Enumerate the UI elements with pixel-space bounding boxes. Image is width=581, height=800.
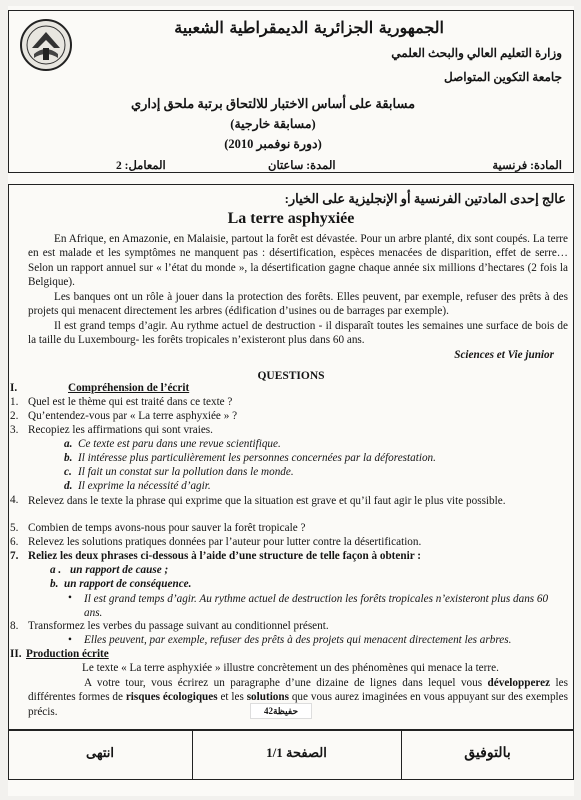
footer-good-luck: بالتوفيق	[464, 746, 511, 761]
question-1-number: 1.	[10, 396, 19, 408]
question-8: Transformez les verbes du passage suivant au conditionnel présent.	[28, 620, 329, 632]
question-4: Relevez dans le texte la phrase qui exprime que la situation est grave et qu’il faut agir le plus vite possible.	[28, 495, 506, 507]
question-1: Quel est le thème qui est traité dans ce texte ?	[28, 396, 233, 408]
question-8-number: 8.	[10, 620, 19, 632]
q7-bullet: •	[68, 592, 72, 604]
duration-label: المدة: ساعتان	[268, 160, 336, 172]
production-text-2: les différentes formes de	[28, 677, 568, 704]
text-source: Sciences et Vie junior	[454, 349, 554, 361]
q8-sentence: Elles peuvent, par exemple, refuser des prêts à des projets qui menacent directement les arbres.	[84, 634, 512, 646]
section-2-title: Production écrite	[26, 648, 109, 660]
language-instruction: عالج إحدى المادتين الفرنسية أو الإنجليزية على الخيار:	[284, 191, 566, 206]
contest-type: (مسابقة خارجية)	[230, 117, 316, 131]
subject-label: المادة: فرنسية	[492, 160, 562, 172]
q7-option-b-letter: b.	[50, 578, 59, 590]
option-d-letter: d.	[64, 480, 73, 492]
contest-title: مسابقة على أساس الاختبار للالتحاق برتبة ملحق إداري	[130, 96, 416, 111]
option-a: Ce texte est paru dans une revue scientifique.	[78, 438, 281, 450]
q8-bullet: •	[68, 634, 72, 646]
footer-end: انتهى	[86, 745, 114, 760]
question-2: Qu’entendez-vous par « La terre asphyxiée » ?	[28, 410, 238, 422]
handwritten-stamp: حفيظة42	[250, 703, 312, 719]
option-c: Il fait un constat sur la pollution dans le monde.	[78, 466, 294, 478]
section-2-number: II.	[10, 648, 22, 660]
paragraph-2: Les banques ont un rôle à jouer dans la protection des forêts. Elles peuvent, par exemple, refuser des prêts à des projets qui menacent directement les arbres (édification d’usines ou de barrages par exemple).	[28, 291, 568, 318]
section-1-title: Compréhension de l’écrit	[68, 382, 190, 394]
production-keyword-solutions: solutions	[246, 691, 289, 704]
option-b: Il intéresse plus particulièrement les personnes concernées par la déforestation.	[78, 452, 436, 464]
coefficient-label: المعامل: 2	[116, 160, 166, 172]
exam-sheet	[8, 6, 574, 796]
question-4-number: 4.	[10, 494, 19, 506]
section-1-number: I.	[10, 382, 18, 394]
production-text-3: et les	[217, 691, 247, 704]
university-logo-icon	[16, 18, 76, 72]
paragraph-1: En Afrique, en Amazonie, en Malaisie, partout la forêt est dévastée. Pour un arbre planté, dix sont coupés. La terre en est malade et les symptômes ne manquent pas : désertification, espèces menacées de disparition, effet de serre… Selon un rapport annuel sur « l’état du monde », la désertification gagne chaque année six millions d’hectares (2 fois la Belgique).	[28, 233, 568, 288]
university-title: جامعة التكوين المتواصل	[444, 70, 562, 84]
question-6-number: 6.	[10, 536, 19, 548]
question-2-number: 2.	[10, 410, 19, 422]
text-title: La terre asphyxiée	[227, 210, 355, 227]
option-d: Il exprime la nécessité d’agir.	[78, 480, 211, 492]
production-text-4: que vous aurez imaginées en vous appuyant sur des exemples précis.	[28, 691, 568, 718]
questions-title: QUESTIONS	[257, 370, 325, 382]
question-3: Recopiez les affirmations qui sont vraies.	[28, 424, 213, 436]
q7-option-a-letter: a .	[50, 564, 62, 576]
production-keyword-risks: risques écologiques	[125, 691, 218, 704]
ministry-title: وزارة التعليم العالي والبحث العلمي	[391, 46, 562, 60]
production-text-1: A votre tour, vous écrirez un paragraphe d’une dizaine de lignes dans lequel vous	[84, 677, 488, 689]
option-a-letter: a.	[64, 438, 73, 450]
q7-option-a: un rapport de cause ;	[70, 564, 169, 576]
footer-page: الصفحة 1/1	[266, 745, 327, 760]
republic-title: الجمهورية الجزائرية الديمقراطية الشعبية	[174, 18, 444, 37]
q7-sentence: Il est grand temps d’agir. Au rythme actuel de destruction les forêts tropicales n’existeront plus dans 60 ans.	[84, 593, 549, 620]
question-5-number: 5.	[10, 522, 19, 534]
option-b-letter: b.	[64, 452, 73, 464]
question-6: Relevez les solutions pratiques données par l’auteur pour lutter contre la désertification.	[28, 536, 422, 548]
question-5: Combien de temps avons-nous pour sauver la forêt tropicale ?	[28, 522, 306, 534]
option-c-letter: c.	[64, 466, 72, 478]
paragraph-3: Il est grand temps d’agir. Au rythme actuel de destruction - il disparaît toutes les semaines une surface de bois de la taille du Luxembourg- les forêts tropicales n’existeront plus dans 60 ans.	[28, 320, 568, 347]
question-3-number: 3.	[10, 424, 19, 436]
session-title: (دورة نوفمبر 2010)	[224, 137, 322, 151]
question-7: Reliez les deux phrases ci-dessous à l’aide d’une structure de telle façon à obtenir :	[28, 550, 421, 562]
production-line-1: Le texte « La terre asphyxiée » illustre concrètement un des phénomènes qui menace la terre.	[82, 662, 499, 674]
q7-option-b: un rapport de conséquence.	[64, 578, 192, 590]
production-keyword-develop: développerez	[487, 677, 551, 689]
question-7-number: 7.	[10, 550, 19, 562]
